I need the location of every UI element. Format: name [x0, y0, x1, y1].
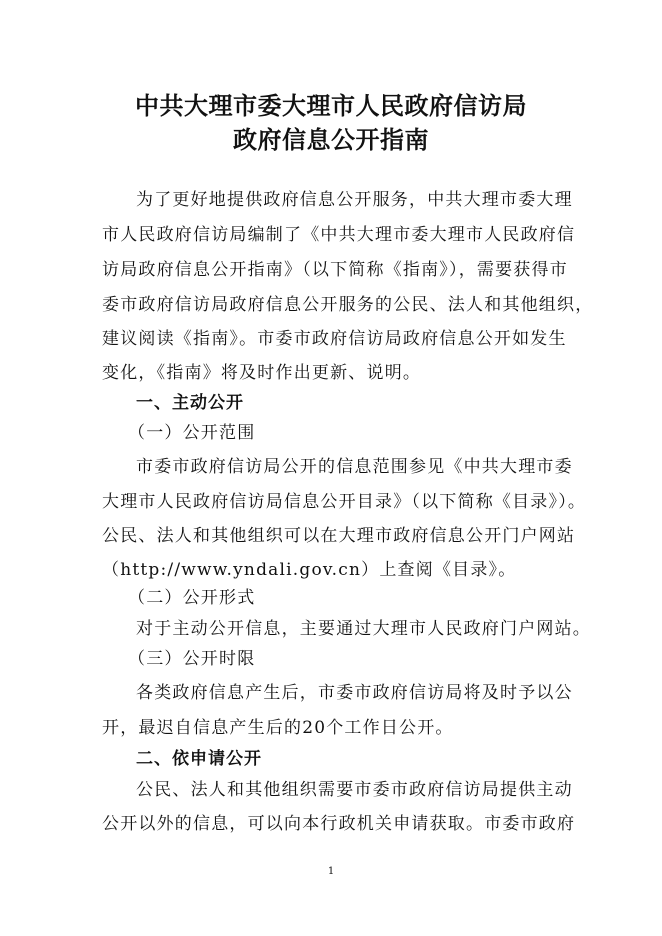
paragraph-intro-line: 建议阅读《指南》。市委市政府信访局政府信息公开如发生 — [102, 329, 567, 349]
subsection-heading-form: （二）公开形式 — [128, 588, 256, 608]
paragraph-on-request-line: 公开以外的信息，可以向本行政机关申请获取。市委市政府 — [102, 814, 576, 834]
paragraph-form-line: 对于主动公开信息，主要通过大理市人民政府门户网站。 — [136, 619, 591, 639]
paragraph-intro-line: 访局政府信息公开指南》（以下简称《指南》），需要获得市 — [102, 260, 568, 280]
paragraph-intro-line: 为了更好地提供政府信息公开服务，中共大理市委大理 — [136, 190, 573, 210]
document-title-line-1: 中共大理市委大理市人民政府信访局 — [135, 91, 527, 120]
section-heading-on-request: 二、依申请公开 — [136, 749, 262, 769]
paragraph-time-limit-line: 各类政府信息产生后，市委市政府信访局将及时予以公 — [136, 683, 573, 703]
paragraph-time-limit-line: 开，最迟自信息产生后的20个工作日公开。 — [102, 718, 454, 738]
paragraph-on-request-line: 公民、法人和其他组织需要市委市政府信访局提供主动 — [136, 780, 573, 800]
subsection-heading-time-limit: （三）公开时限 — [128, 649, 256, 669]
subsection-heading-scope: （一）公开范围 — [128, 423, 256, 443]
paragraph-scope-line: （http://www.yndali.gov.cn）上查阅《目录》。 — [102, 560, 517, 580]
paragraph-intro-line: 市人民政府信访局编制了《中共大理市委大理市人民政府信 — [102, 225, 576, 245]
paragraph-intro-line: 变化，《指南》将及时作出更新、说明。 — [102, 363, 422, 383]
document-title-line-2: 政府信息公开指南 — [233, 125, 429, 154]
paragraph-intro-line: 委市政府信访局政府信息公开服务的公民、法人和其他组织， — [102, 295, 594, 315]
page-number: 1 — [327, 866, 335, 877]
paragraph-scope-line: 公民、法人和其他组织可以在大理市政府信息公开门户网站 — [102, 526, 576, 546]
section-heading-proactive: 一、主动公开 — [136, 393, 244, 413]
paragraph-scope-line: 市委市政府信访局公开的信息范围参见《中共大理市委 — [136, 457, 573, 477]
paragraph-scope-line: 大理市人民政府信访局信息公开目录》（以下简称《目录》）。 — [102, 492, 587, 512]
